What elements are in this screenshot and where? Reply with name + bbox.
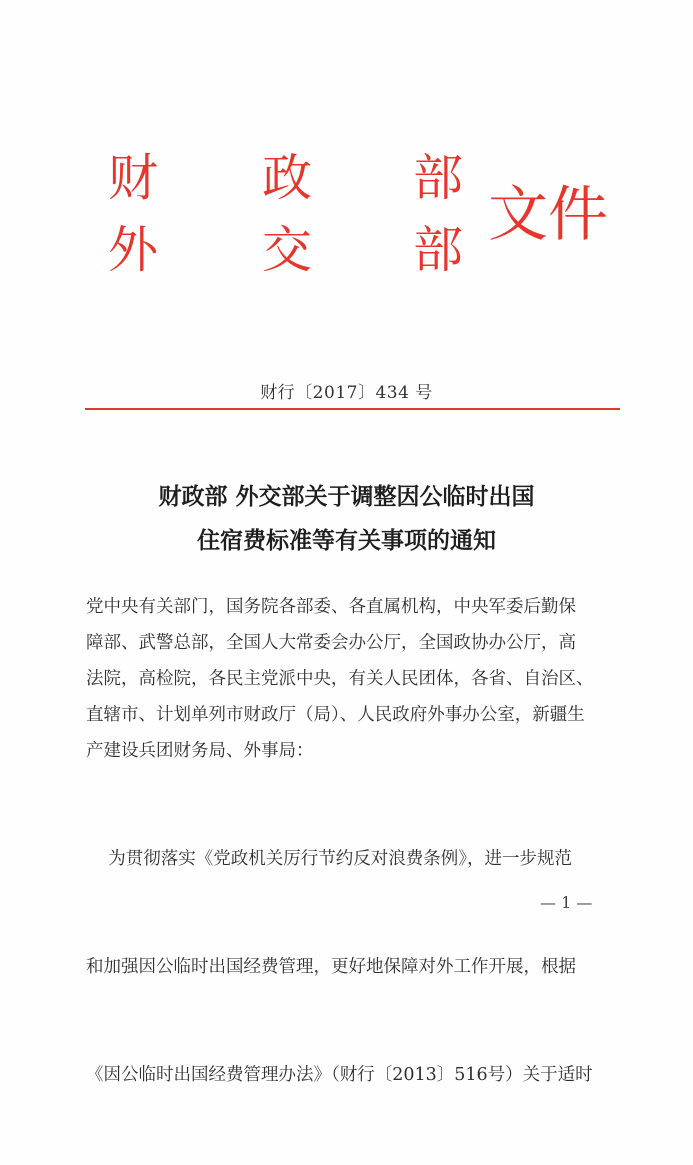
issuer-char-jiao: 交 [262, 221, 312, 279]
issuer-char-bu-1: 部 [413, 149, 463, 207]
body-line: 为贯彻落实《党政机关厉行节约反对浪费条例》，进一步规范 [86, 849, 572, 869]
addressee-line: 直辖市、计划单列市财政厅（局）、人民政府外事办公室，新疆生 [86, 705, 585, 725]
issuer-char-bu-2: 部 [413, 221, 463, 279]
addressee-line: 法院，高检院，各民主党派中央，有关人民团体，各省、自治区、 [86, 669, 594, 689]
body-line: 和加强因公临时出国经费管理，更好地保障对外工作开展，根据 [86, 957, 576, 977]
title-line-1: 财政部 外交部关于调整因公临时出国 [158, 483, 535, 510]
addressee-line: 产建设兵团财务局、外事局： [86, 741, 314, 761]
addressee-line: 党中央有关部门，国务院各部委、各直属机构，中央军委后勤保 [86, 597, 576, 617]
title-line-2: 住宿费标准等有关事项的通知 [197, 527, 496, 554]
issuer-char-zheng: 政 [262, 149, 312, 207]
addressee-line: 障部、武警总部，全国人大常委会办公厅，全国政协办公厅，高 [86, 633, 576, 653]
page-number: — 1 — [540, 893, 593, 912]
doc-type-label: 文件 [488, 180, 608, 250]
issuer-char-wai: 外 [108, 221, 158, 279]
body-paragraph [86, 769, 626, 1165]
addressee-paragraph [86, 589, 626, 769]
body-line: 《因公临时出国经费管理办法》（财行〔2013〕516号）关于适时 [86, 1065, 593, 1085]
document-number: 财行〔2017〕434 号 [260, 383, 433, 403]
red-divider [85, 408, 620, 410]
issuer-char-cai: 财 [108, 149, 158, 207]
